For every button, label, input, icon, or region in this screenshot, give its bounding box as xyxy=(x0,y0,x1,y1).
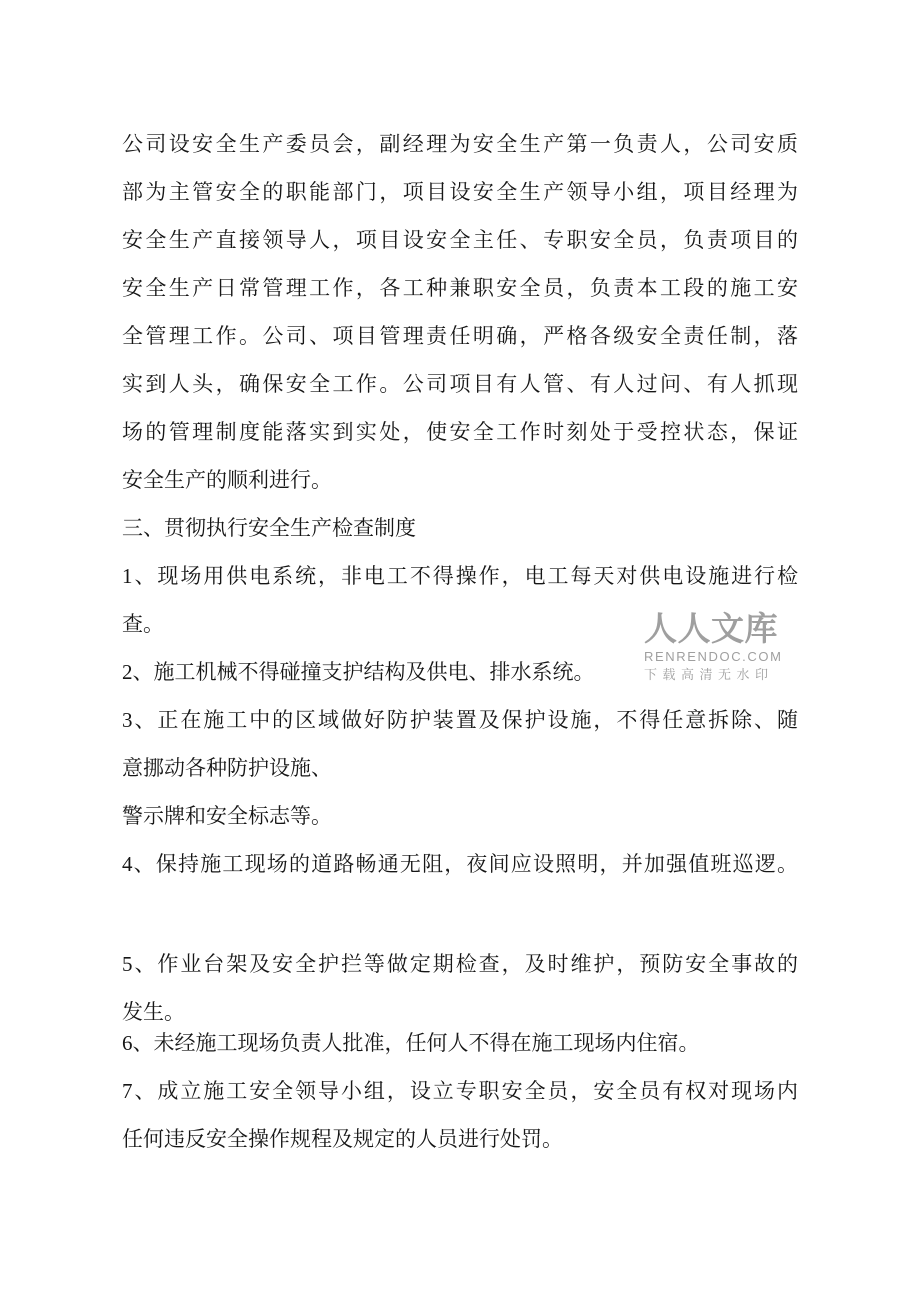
text-line: 全管理工作。公司、项目管理责任明确，严格各级安全责任制，落 xyxy=(122,324,798,348)
text-line: 3、正在施工中的区域做好防护装置及保护设施，不得任意拆除、随 xyxy=(122,708,798,732)
text-line: 三、贯彻执行安全生产检查制度 xyxy=(122,516,416,540)
text-line: 警示牌和安全标志等。 xyxy=(122,804,332,828)
renrendoc-watermark xyxy=(644,612,804,682)
text-line: 意挪动各种防护设施、 xyxy=(122,756,332,780)
text-line: 场的管理制度能落实到实处，使安全工作时刻处于受控状态，保证 xyxy=(122,420,798,444)
text-line: 发生。 xyxy=(122,1000,185,1024)
text-line: 部为主管安全的职能部门，项目设安全生产领导小组，项目经理为 xyxy=(122,180,798,204)
text-line: 实到人头，确保安全工作。公司项目有人管、有人过问、有人抓现 xyxy=(122,372,798,396)
text-line: 4、保持施工现场的道路畅通无阻，夜间应设照明，并加强值班巡逻。 xyxy=(122,852,798,876)
text-line: 安全生产直接领导人，项目设安全主任、专职安全员，负责项目的 xyxy=(122,228,798,252)
watermark-domain: RENRENDOC.COM xyxy=(644,649,783,664)
text-line: 1、现场用供电系统，非电工不得操作，电工每天对供电设施进行检 xyxy=(122,564,798,588)
text-line: 2、施工机械不得碰撞支护结构及供电、排水系统。 xyxy=(122,660,595,684)
text-line: 安全生产的顺利进行。 xyxy=(122,468,332,492)
text-line: 任何违反安全操作规程及规定的人员进行处罚。 xyxy=(122,1127,563,1151)
watermark-logo-text: 人人文库 xyxy=(644,612,778,648)
text-line: 安全生产日常管理工作，各工种兼职安全员，负责本工段的施工安 xyxy=(122,276,798,300)
text-line: 5、作业台架及安全护拦等做定期检查，及时维护，预防安全事故的 xyxy=(122,952,798,976)
text-line: 公司设安全生产委员会，副经理为安全生产第一负责人，公司安质 xyxy=(122,132,798,156)
text-line: 查。 xyxy=(122,612,164,636)
text-line: 6、未经施工现场负责人批准，任何人不得在施工现场内住宿。 xyxy=(122,1031,700,1055)
text-line: 7、成立施工安全领导小组，设立专职安全员，安全员有权对现场内 xyxy=(122,1079,798,1103)
watermark-tagline: 下载高清无水印 xyxy=(644,667,774,682)
